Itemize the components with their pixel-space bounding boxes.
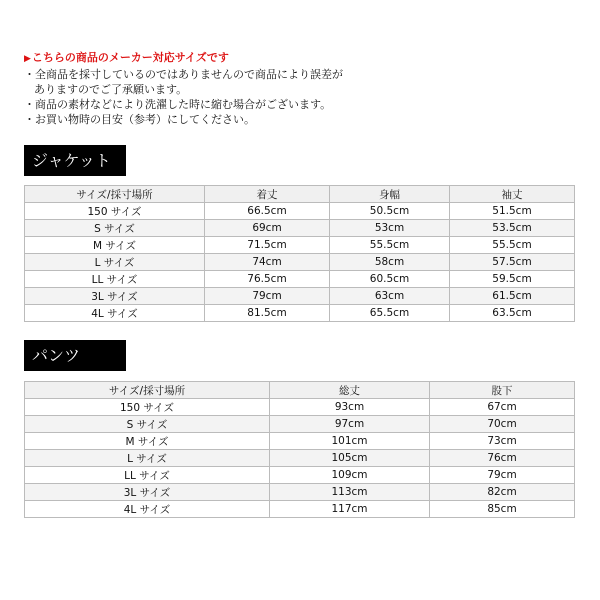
table-row xyxy=(25,237,575,254)
measurement-cell: 60.5cm xyxy=(330,271,450,288)
jacket-section-label: ジャケット xyxy=(24,145,126,176)
measurement-cell: 70cm xyxy=(430,416,575,433)
measurement-cell: 101cm xyxy=(270,433,430,450)
size-name-cell: L サイズ xyxy=(25,450,270,467)
table-row xyxy=(25,271,575,288)
measurement-cell: 65.5cm xyxy=(330,305,450,322)
size-notes xyxy=(24,50,343,127)
table-row xyxy=(25,203,575,220)
table-row xyxy=(25,288,575,305)
column-header: サイズ/採寸場所 xyxy=(25,382,270,399)
table-row xyxy=(25,220,575,237)
size-name-cell: M サイズ xyxy=(25,237,205,254)
pants-section-label: パンツ xyxy=(24,340,126,371)
size-name-cell: LL サイズ xyxy=(25,467,270,484)
table-row xyxy=(25,467,575,484)
measurement-cell: 57.5cm xyxy=(450,254,575,271)
table-header-row xyxy=(25,186,575,203)
measurement-cell: 93cm xyxy=(270,399,430,416)
size-name-cell: 150 サイズ xyxy=(25,399,270,416)
table-row xyxy=(25,254,575,271)
size-name-cell: 3L サイズ xyxy=(25,484,270,501)
table-row xyxy=(25,416,575,433)
column-header: 総丈 xyxy=(270,382,430,399)
size-name-cell: L サイズ xyxy=(25,254,205,271)
pants-size-table xyxy=(24,381,575,518)
column-header: 袖丈 xyxy=(450,186,575,203)
measurement-cell: 74cm xyxy=(205,254,330,271)
measurement-cell: 113cm xyxy=(270,484,430,501)
table-row xyxy=(25,433,575,450)
size-name-cell: 4L サイズ xyxy=(25,501,270,518)
notes-line: ありますのでご了承願います。 xyxy=(34,83,188,96)
measurement-cell: 82cm xyxy=(430,484,575,501)
measurement-cell: 50.5cm xyxy=(330,203,450,220)
measurement-cell: 71.5cm xyxy=(205,237,330,254)
measurement-cell: 79cm xyxy=(430,467,575,484)
table-row xyxy=(25,305,575,322)
measurement-cell: 58cm xyxy=(330,254,450,271)
measurement-cell: 55.5cm xyxy=(450,237,575,254)
measurement-cell: 85cm xyxy=(430,501,575,518)
table-header-row xyxy=(25,382,575,399)
table-row xyxy=(25,450,575,467)
table-row xyxy=(25,501,575,518)
measurement-cell: 76.5cm xyxy=(205,271,330,288)
size-name-cell: 3L サイズ xyxy=(25,288,205,305)
measurement-cell: 51.5cm xyxy=(450,203,575,220)
column-header: 股下 xyxy=(430,382,575,399)
column-header: サイズ/採寸場所 xyxy=(25,186,205,203)
measurement-cell: 109cm xyxy=(270,467,430,484)
table-row xyxy=(25,399,575,416)
measurement-cell: 67cm xyxy=(430,399,575,416)
size-name-cell: LL サイズ xyxy=(25,271,205,288)
measurement-cell: 73cm xyxy=(430,433,575,450)
notes-line: ・商品の素材などにより洗濯した時に縮む場合がございます。 xyxy=(24,98,332,111)
measurement-cell: 105cm xyxy=(270,450,430,467)
measurement-cell: 63cm xyxy=(330,288,450,305)
measurement-cell: 61.5cm xyxy=(450,288,575,305)
measurement-cell: 117cm xyxy=(270,501,430,518)
measurement-cell: 63.5cm xyxy=(450,305,575,322)
table-row xyxy=(25,484,575,501)
size-name-cell: 4L サイズ xyxy=(25,305,205,322)
measurement-cell: 53cm xyxy=(330,220,450,237)
column-header: 身幅 xyxy=(330,186,450,203)
measurement-cell: 55.5cm xyxy=(330,237,450,254)
column-header: 着丈 xyxy=(205,186,330,203)
measurement-cell: 59.5cm xyxy=(450,271,575,288)
jacket-size-table xyxy=(24,185,575,322)
measurement-cell: 81.5cm xyxy=(205,305,330,322)
size-name-cell: 150 サイズ xyxy=(25,203,205,220)
measurement-cell: 66.5cm xyxy=(205,203,330,220)
measurement-cell: 53.5cm xyxy=(450,220,575,237)
size-name-cell: M サイズ xyxy=(25,433,270,450)
measurement-cell: 69cm xyxy=(205,220,330,237)
size-name-cell: S サイズ xyxy=(25,416,270,433)
measurement-cell: 79cm xyxy=(205,288,330,305)
notes-line: ・全商品を採寸しているのではありませんので商品により誤差が xyxy=(24,68,343,81)
caret-right-icon: ▶ xyxy=(24,54,31,64)
measurement-cell: 97cm xyxy=(270,416,430,433)
notes-heading: ▶こちらの商品のメーカー対応サイズです xyxy=(24,51,229,64)
measurement-cell: 76cm xyxy=(430,450,575,467)
size-name-cell: S サイズ xyxy=(25,220,205,237)
notes-line: ・お買い物時の目安（参考）にしてください。 xyxy=(24,113,255,126)
